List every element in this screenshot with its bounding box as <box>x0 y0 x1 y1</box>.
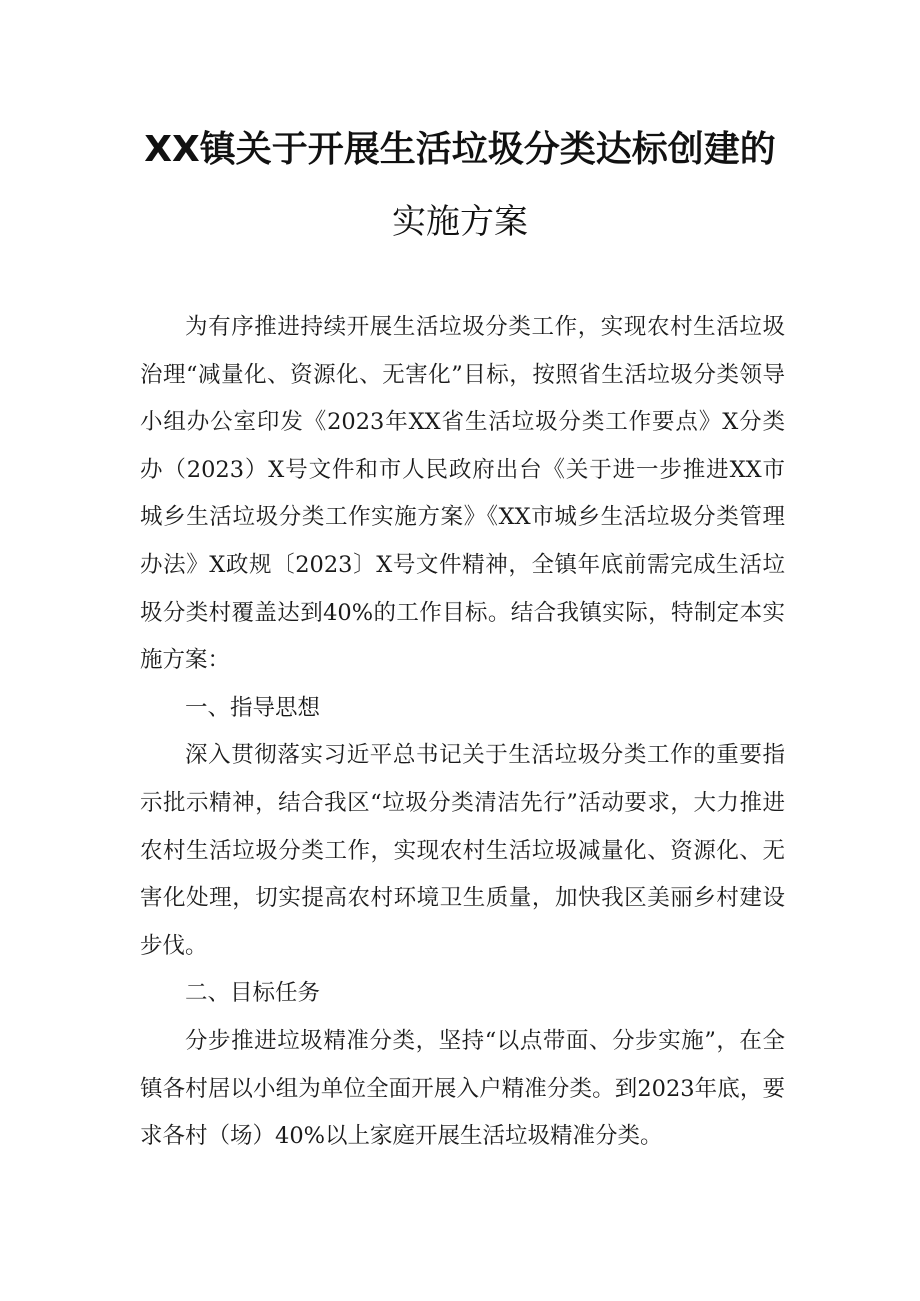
section-heading-guiding-ideology: 一、指导思想 <box>185 694 321 721</box>
guiding-ideology-paragraph: 深入贯彻落实习近平总书记关于生活垃圾分类工作的重要指示批示精神，结合我区“垃圾分类清洁先行”活动要求，大力推进农村生活垃圾分类工作，实现农村生活垃圾减量化、资源化、无害化处理，切实提高农村环境卫生质量，加快我区美丽乡村建设步伐。 <box>140 742 785 959</box>
document-body <box>140 304 785 1161</box>
target-tasks-paragraph: 分步推进垃圾精准分类，坚持“以点带面、分步实施”，在全镇各村居以小组为单位全面开展入户精准分类。到2023年底，要求各村（场）40%以上家庭开展生活垃圾精准分类。 <box>140 1027 785 1150</box>
section-heading-target-tasks: 二、目标任务 <box>185 980 321 1007</box>
document-title-line-2: 实施方案 <box>392 202 528 242</box>
intro-paragraph: 为有序推进持续开展生活垃圾分类工作，实现农村生活垃圾治理“减量化、资源化、无害化”目标，按照省生活垃圾分类领导小组办公室印发《2023年XX省生活垃圾分类工作要点》X分类办（2023）X号文件和市人民政府出台《关于进一步推进XX市城乡生活垃圾分类工作实施方案》《XX市城乡生活垃圾分类管理办法》X政规〔2023〕X号文件精神，全镇年底前需完成生活垃圾分类村覆盖达到40%的工作目标。结合我镇实际，特制定本实施方案： <box>140 314 785 674</box>
document-title-line-1: XX镇关于开展生活垃圾分类达标创建的 <box>144 129 776 170</box>
